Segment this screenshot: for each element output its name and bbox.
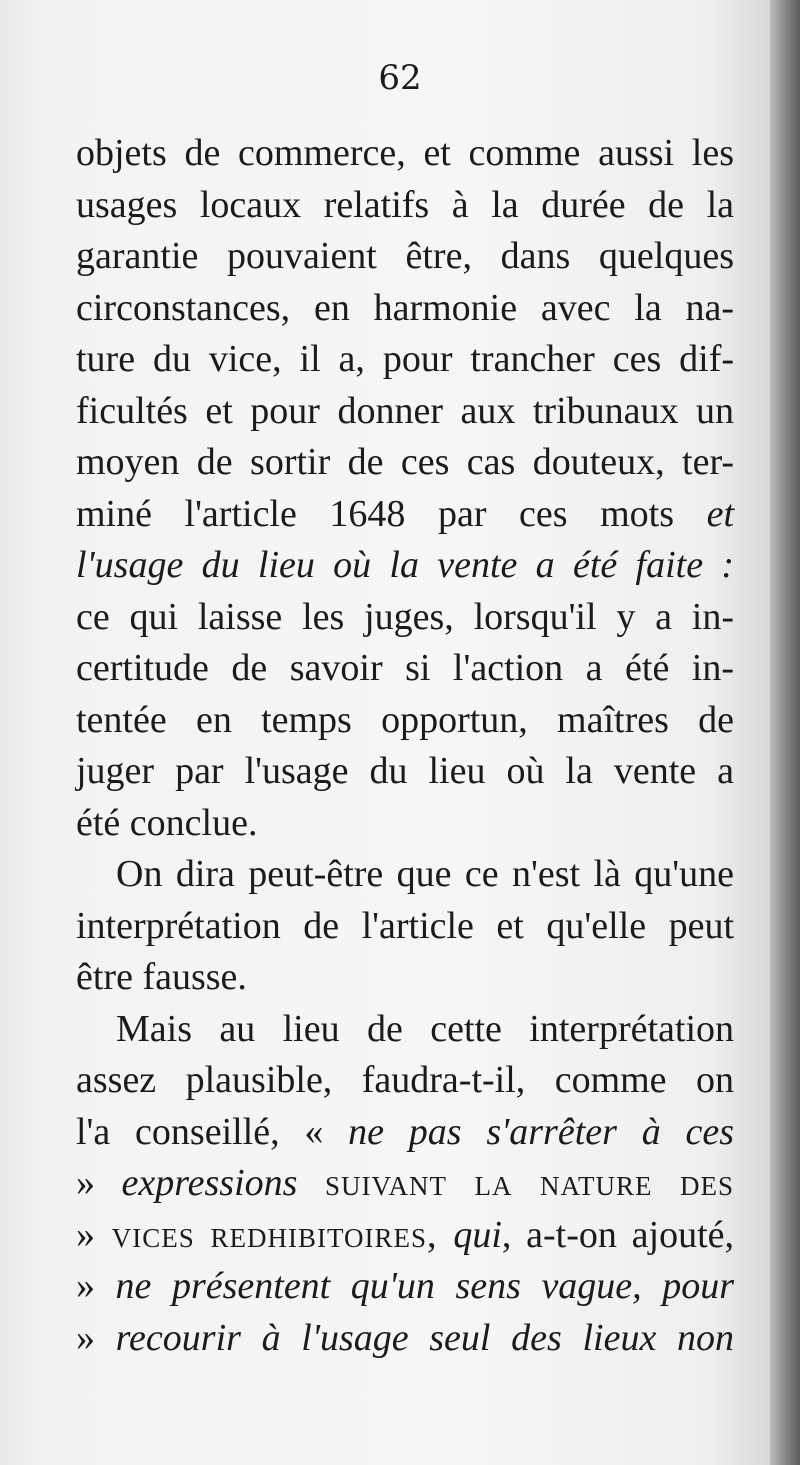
text-line: [76, 1313, 734, 1365]
text-fragment: miné l'article 1648 par ces mots: [76, 492, 675, 535]
text-line: [76, 1158, 734, 1210]
text-line: interprétation de l'article et qu'elle peut: [76, 904, 734, 947]
text-line: garantie pouvaient être, dans quelques: [76, 235, 734, 277]
text-line: [76, 1107, 734, 1159]
text-line: tentée en temps opportun, maîtres de: [76, 698, 734, 741]
italic-fragment: ne pas s'arrêter à ces: [348, 1110, 734, 1153]
text-line: être fausse.: [76, 956, 247, 998]
text-line: circonstances, en harmonie avec la na-: [76, 286, 734, 329]
text-line: certitude de savoir si l'action a été in-: [76, 647, 734, 689]
text-line: [76, 1210, 734, 1262]
italic-fragment: qui: [453, 1213, 502, 1256]
text-line: [76, 489, 734, 541]
body-text: [76, 128, 734, 1364]
text-line: usages locaux relatifs à la durée de la: [76, 183, 734, 226]
text-line: [76, 1261, 734, 1313]
text-line: l'usage du lieu où la vente a été faite :: [76, 544, 734, 586]
text-line: Mais au lieu de cette interprétation: [116, 1007, 734, 1050]
italic-fragment: recourir à l'usage seul des lieux non: [115, 1316, 734, 1359]
smallcaps-fragment: » vices redhibitoires,: [76, 1213, 454, 1256]
text-fragment: »: [76, 1162, 122, 1204]
smallcaps-fragment: suivant la nature des: [297, 1162, 734, 1204]
text-line: objets de commerce, et comme aussi les: [76, 132, 734, 174]
text-line: ce qui laisse les juges, lorsqu'il y a in-: [76, 595, 734, 638]
text-line: juger par l'usage du lieu où la vente a: [76, 750, 734, 792]
text-fragment: »: [76, 1316, 116, 1359]
italic-fragment: ne présentent qu'un sens vague, pour: [115, 1265, 735, 1307]
italic-fragment: expressions: [121, 1162, 298, 1204]
text-fragment: l'a conseillé, «: [76, 1110, 349, 1153]
text-line: ture du vice, il a, pour trancher ces dif-: [76, 338, 734, 380]
page-edge: [770, 0, 800, 1465]
text-line: ficultés et pour donner aux tribunaux un: [76, 389, 734, 432]
text-fragment: , a-t-on ajouté,: [501, 1213, 734, 1256]
text-line: On dira peut-être que ce n'est là qu'une: [116, 853, 734, 895]
page-number: 62: [378, 58, 422, 98]
text-line: moyen de sortir de ces cas douteux, ter-: [76, 441, 734, 483]
text-line: été conclue.: [76, 801, 258, 844]
italic-fragment: et: [706, 492, 735, 535]
text-fragment: »: [76, 1265, 116, 1307]
text-line: assez plausible, faudra-t-il, comme on: [76, 1059, 734, 1101]
